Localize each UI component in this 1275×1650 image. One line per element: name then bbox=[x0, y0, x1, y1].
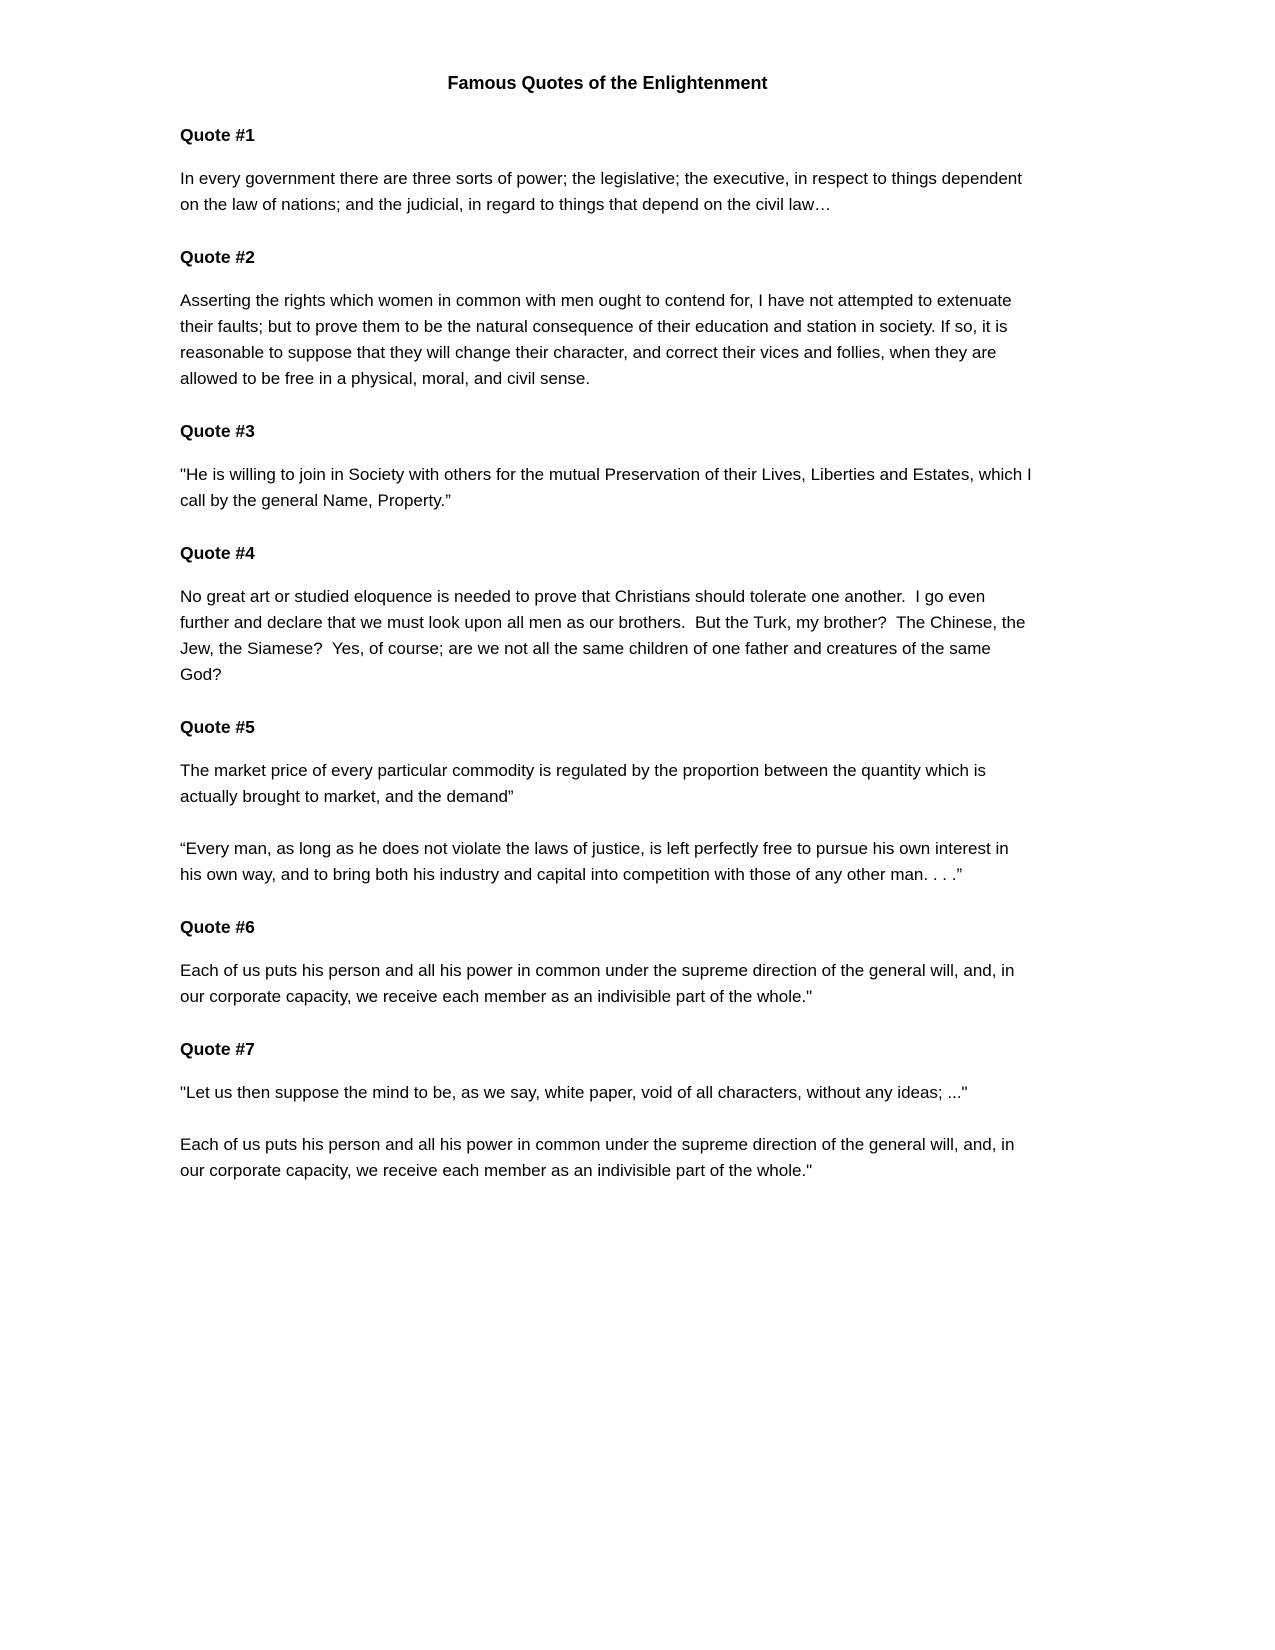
document-title: Famous Quotes of the Enlightenment bbox=[447, 73, 768, 93]
quote-section-4 bbox=[180, 540, 1035, 688]
quote-5-paragraph-1: The market price of every particular commodity is regulated by the proportion between the quantity which is actually brought to market, and the demand” bbox=[180, 761, 991, 806]
quote-7-paragraph-2: Each of us puts his person and all his power in common under the supreme direction of the general will, and, in our corporate capacity, we receive each member as an indivisible part of the whole." bbox=[180, 1135, 1020, 1180]
quote-4-heading: Quote #4 bbox=[180, 543, 255, 563]
quote-6-paragraph: Each of us puts his person and all his power in common under the supreme direction of the general will, and, in our corporate capacity, we receive each member as an indivisible part of the whole." bbox=[180, 961, 1020, 1006]
quote-7-paragraph-1: "Let us then suppose the mind to be, as we say, white paper, void of all characters, without any ideas; ..." bbox=[180, 1083, 968, 1102]
quote-section-7 bbox=[180, 1036, 1035, 1184]
quote-3-heading: Quote #3 bbox=[180, 421, 255, 441]
quote-section-2 bbox=[180, 244, 1035, 392]
quote-5-paragraph-2: “Every man, as long as he does not violate the laws of justice, is left perfectly free to pursue his own interest in his own way, and to bring both his industry and capital into competition with those of any other man. . . .” bbox=[180, 839, 1014, 884]
quote-7-heading: Quote #7 bbox=[180, 1039, 255, 1059]
quote-1-paragraph: In every government there are three sorts of power; the legislative; the executive, in respect to things dependent on the law of nations; and the judicial, in regard to things that depend on the civil law… bbox=[180, 169, 1027, 214]
quote-2-paragraph: Asserting the rights which women in common with men ought to contend for, I have not attempted to extenuate their faults; but to prove them to be the natural consequence of their education and station in society. If so, it is reasonable to suppose that they will change their character, and correct their vices and follies, when they are allowed to be free in a physical, moral, and civil sense. bbox=[180, 291, 1017, 388]
quote-4-paragraph: No great art or studied eloquence is needed to prove that Christians should tolerate one another. I go even further and declare that we must look upon all men as our brothers. But the Turk, my brother? The Chinese, the Jew, the Siamese? Yes, of course; are we not all the same children of one father and creatures of the same God? bbox=[180, 587, 1031, 684]
quote-section-5 bbox=[180, 714, 1035, 888]
quote-2-heading: Quote #2 bbox=[180, 247, 255, 267]
quote-1-heading: Quote #1 bbox=[180, 125, 255, 145]
quote-section-6 bbox=[180, 914, 1035, 1010]
quote-section-1 bbox=[180, 122, 1035, 218]
quote-6-heading: Quote #6 bbox=[180, 917, 255, 937]
quote-section-3 bbox=[180, 418, 1035, 514]
quote-5-heading: Quote #5 bbox=[180, 717, 255, 737]
quote-3-paragraph: "He is willing to join in Society with others for the mutual Preservation of their Lives, Liberties and Estates, which I call by the general Name, Property.” bbox=[180, 465, 1037, 510]
